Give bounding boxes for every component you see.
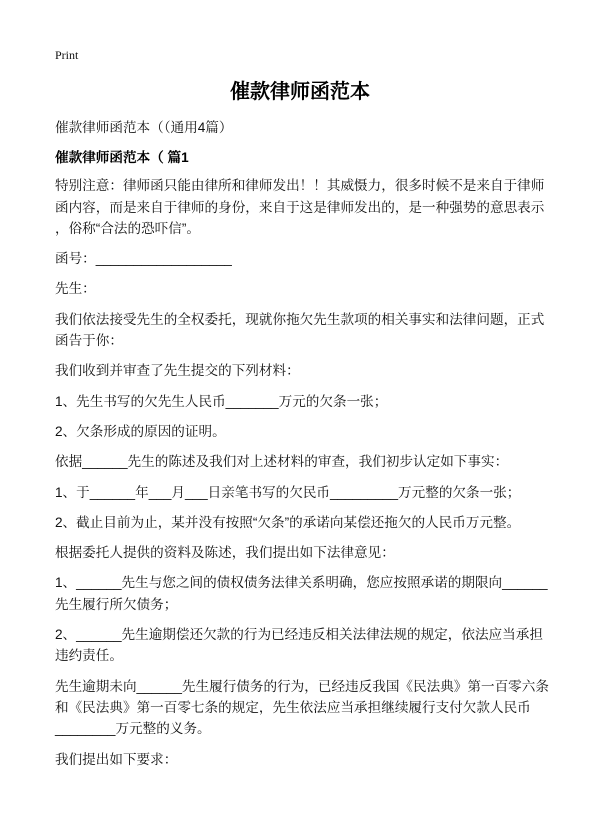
subtitle-text: 催款律师函范本（（通用4篇） [55,120,233,135]
salutation [55,278,565,299]
breach-paragraph [55,676,565,740]
section-heading [55,147,565,168]
document-subtitle [55,117,565,138]
section-heading-text: 催款律师函范本（ 篇1 [55,150,189,166]
document-title: 催款律师函范本 [230,81,370,103]
entrustment-paragraph [55,309,565,352]
paragraph-line: 1、______先生与您之间的债权债务法律关系明确，您应按照承诺的期限向______ [55,575,548,591]
special-note-paragraph [55,175,565,239]
letter-number-text: 函号：__________________ [55,251,232,267]
paragraph-line: 我们提出如下要求： [55,751,178,767]
paragraph-line: 和《民法典》第一百零七条的规定，先生依法应当承担继续履行支付欠款人民币 [55,699,531,715]
legal-opinion-2 [55,624,565,667]
document-body [55,117,565,779]
legal-opinion-1 [55,572,565,615]
legal-opinion-intro [55,542,565,563]
paragraph-line: 特别注意：律师函只能由律所和律师发出！！其威慑力，很多时候不是来自于律师 [55,178,545,194]
materials-intro [55,360,565,381]
paragraph-line: 函内容，而是来自于律师的身份，来自于这是律师发出的，是一种强势的意思表示 [55,199,545,215]
facts-intro [55,451,565,472]
fact-item-1 [55,482,565,503]
paragraph-line: 先生逾期未向______先生履行债务的行为，已经违反我国《民法典》第一百零六条 [55,678,549,694]
salutation-text: 先生： [55,281,96,297]
paragraph-line: 1、先生书写的欠先生人民币_______万元的欠条一张； [55,393,388,409]
material-item-2 [55,421,565,442]
paragraph-line: 函告于你： [55,333,123,349]
paragraph-line: 我们收到并审查了先生提交的下列材料： [55,363,300,379]
fact-item-2 [55,512,565,533]
paragraph-line: 2、______先生逾期偿还欠款的行为已经违反相关法律法规的规定，依法应当承担 [55,627,543,643]
paragraph-line: 2、欠条形成的原因的证明。 [55,423,226,439]
paragraph-line: 2、截止目前为止，某并没有按照“欠条”的承诺向某偿还拖欠的人民币万元整。 [55,514,521,530]
paragraph-line: 先生履行所欠债务； [55,596,178,612]
paragraph-line: 违约责任。 [55,648,123,664]
paragraph-line: ________万元整的义务。 [55,721,211,737]
demands-intro [55,749,565,770]
paragraph-line: 1、于______年___月___日亲笔书写的欠民币_________万元整的欠条一张； [55,484,521,500]
paragraph-line: 我们依法接受先生的全权委托，现就你拖欠先生款项的相关事实和法律问题，正式 [55,311,545,327]
material-item-1 [55,391,565,412]
paragraph-line: ，俗称“合法的恐吓信”。 [55,220,200,236]
letter-number-line [55,248,565,269]
paragraph-line: 根据委托人提供的资料及陈述，我们提出如下法律意见： [55,545,395,561]
paragraph-line: 依据______先生的陈述及我们对上述材料的审查，我们初步认定如下事实： [55,454,509,470]
print-link[interactable]: Print [55,48,79,62]
